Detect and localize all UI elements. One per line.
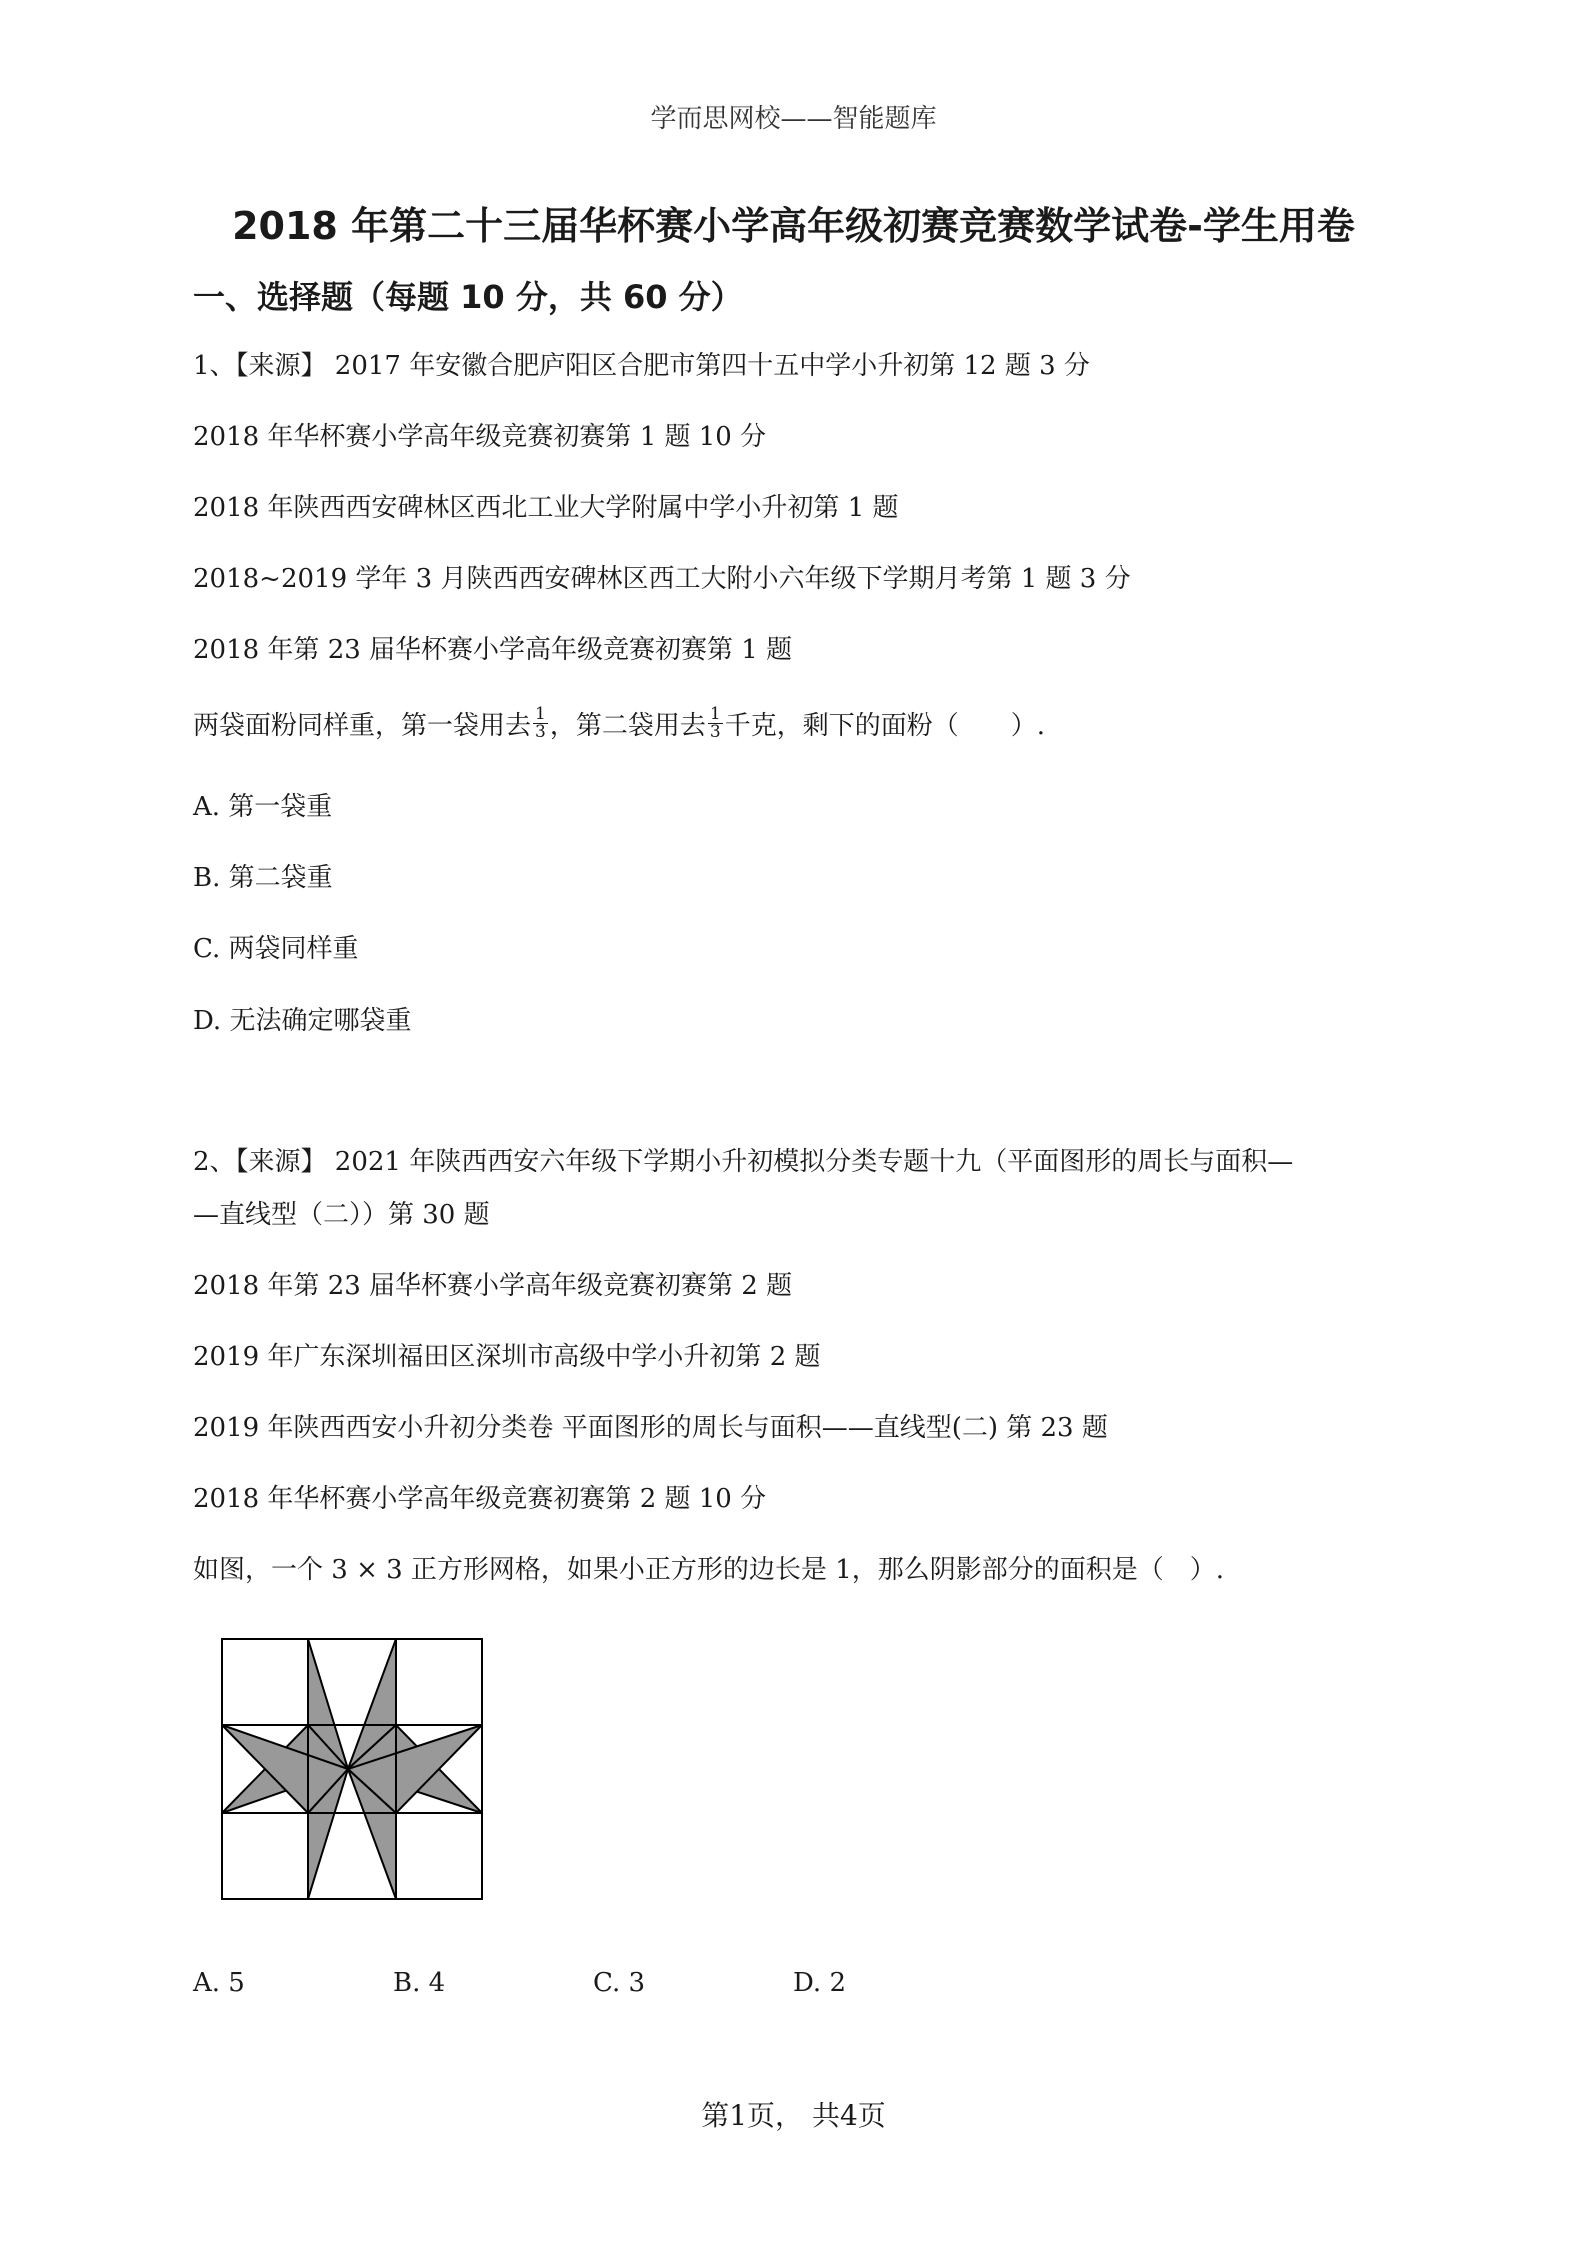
shaded-star	[222, 1639, 482, 1899]
document-title: 2018 年第二十三届华杯赛小学高年级初赛竞赛数学试卷-学生用卷	[232, 204, 1355, 248]
q2-stem: 如图，一个 3 × 3 正方形网格，如果小正方形的边长是 1，那么阴影部分的面积是（ ）.	[193, 1555, 1224, 1585]
q1-stem	[193, 705, 1045, 745]
q1-option-b[interactable]: B. 第二袋重	[193, 863, 333, 893]
q2-option-d[interactable]: D. 2	[793, 1968, 846, 1998]
q2-source-line: 2018 年第 23 届华杯赛小学高年级竞赛初赛第 2 题	[193, 1271, 793, 1301]
q2-option-c[interactable]: C. 3	[593, 1968, 646, 1998]
q1-source-line: 1、【来源】 2017 年安徽合肥庐阳区合肥市第四十五中学小升初第 12 题 3 分	[193, 351, 1090, 381]
q1-source-line: 2018 年第 23 届华杯赛小学高年级竞赛初赛第 1 题	[193, 635, 793, 665]
q1-source-line: 2018~2019 学年 3 月陕西西安碑林区西工大附小六年级下学期月考第 1 题 3 分	[193, 564, 1131, 594]
q2-source-line: 2、【来源】 2021 年陕西西安六年级下学期小升初模拟分类专题十九（平面图形的周长与面积—	[193, 1147, 1294, 1177]
q1-stem-text: ，第二袋用去	[549, 711, 706, 741]
page-footer: 第1页， 共4页	[701, 2099, 886, 2132]
fraction-one-third: $\frac{1}{3}$	[709, 703, 721, 742]
q1-stem-text: 两袋面粉同样重，第一袋用去	[193, 711, 532, 741]
q2-source-line: 2019 年陕西西安小升初分类卷 平面图形的周长与面积——直线型(二) 第 23 题	[193, 1413, 1108, 1443]
q2-source-line: —直线型（二））第 30 题	[193, 1200, 490, 1230]
q1-stem-text: 千克，剩下的面粉（ ）.	[724, 711, 1045, 741]
q1-option-d[interactable]: D. 无法确定哪袋重	[193, 1006, 412, 1036]
q1-option-c[interactable]: C. 两袋同样重	[193, 934, 359, 964]
q2-option-a[interactable]: A. 5	[193, 1968, 245, 1998]
q1-option-a[interactable]: A. 第一袋重	[193, 792, 333, 822]
page-header: 学而思网校——智能题库	[650, 104, 937, 134]
q2-source-line: 2019 年广东深圳福田区深圳市高级中学小升初第 2 题	[193, 1342, 821, 1372]
q1-source-line: 2018 年华杯赛小学高年级竞赛初赛第 1 题 10 分	[193, 422, 767, 452]
q2-option-b[interactable]: B. 4	[393, 1968, 446, 1998]
q2-source-line: 2018 年华杯赛小学高年级竞赛初赛第 2 题 10 分	[193, 1484, 767, 1514]
q1-source-line: 2018 年陕西西安碑林区西北工业大学附属中学小升初第 1 题	[193, 493, 899, 523]
fraction-one-third: $\frac{1}{3}$	[535, 703, 546, 742]
grid-star-figure	[220, 1637, 484, 1901]
section-heading: 一、选择题（每题 10 分，共 60 分）	[193, 278, 743, 316]
